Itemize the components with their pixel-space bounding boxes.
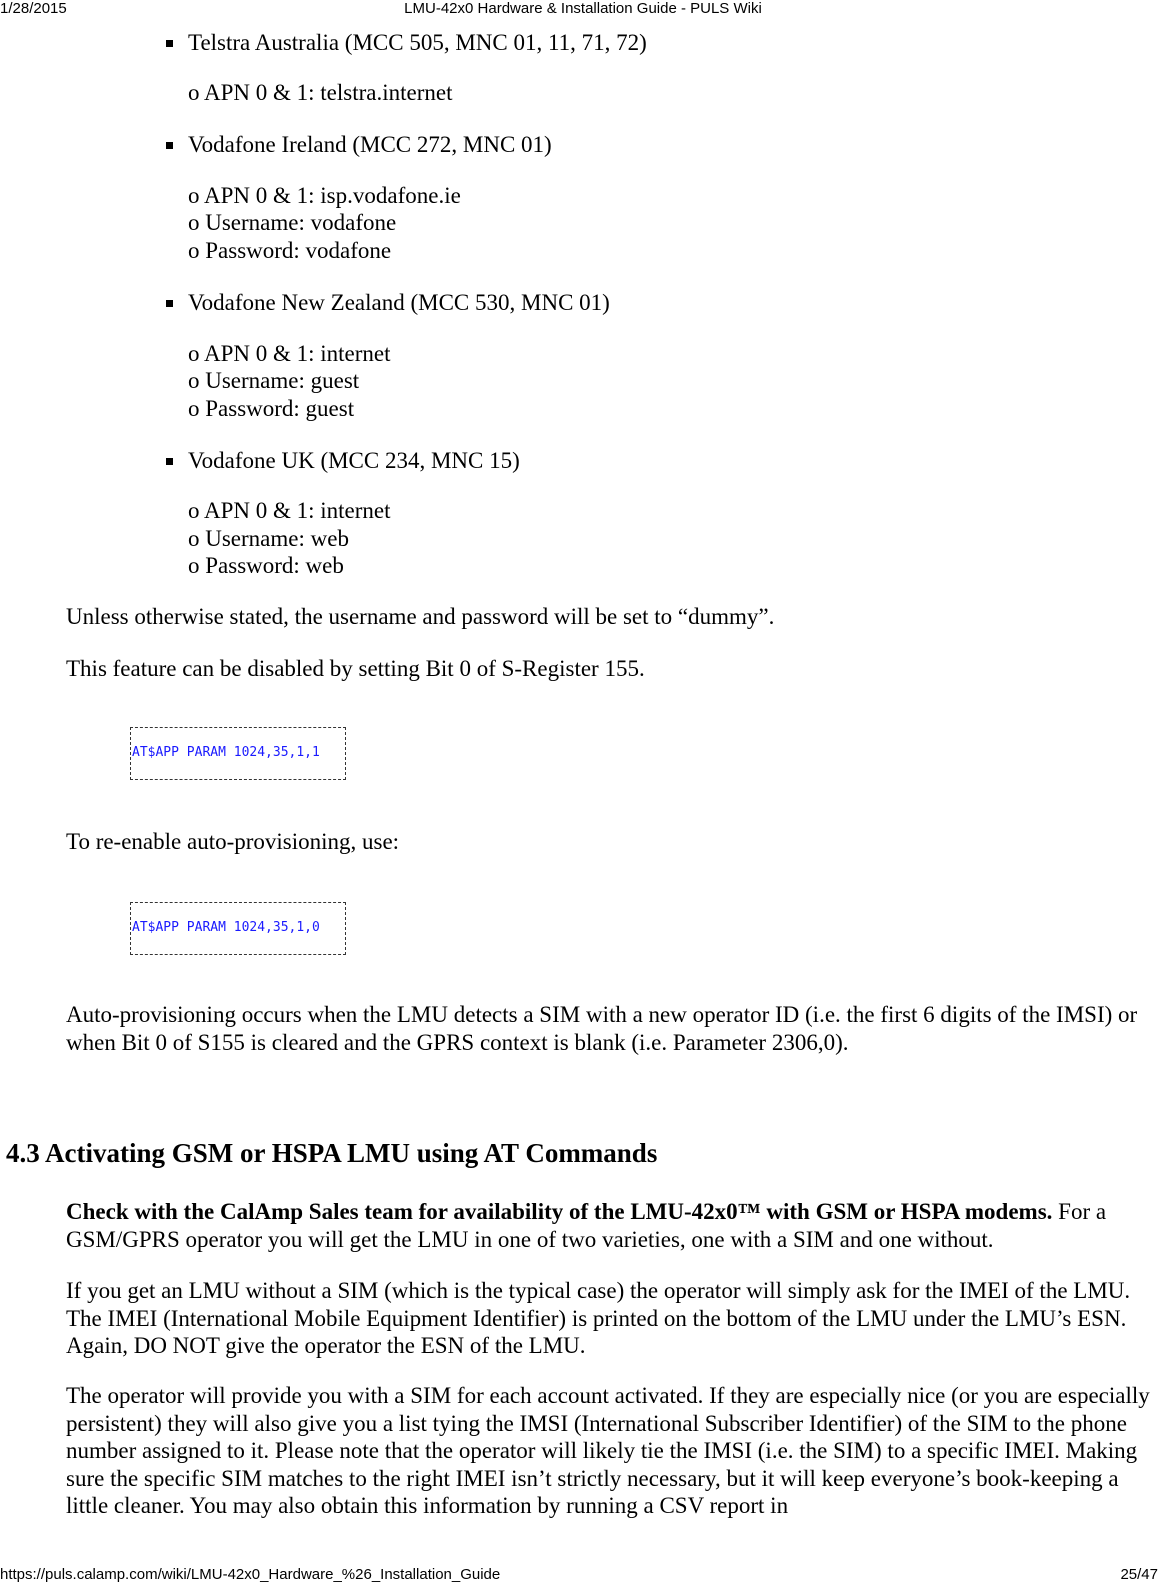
availability-note: Check with the CalAmp Sales team for availability of the LMU-42x0™ with GSM or HSPA modems. [66, 1199, 1053, 1224]
paragraph: This feature can be disabled by setting Bit 0 of S-Register 155. [66, 656, 645, 681]
section-intro [66, 1198, 1146, 1253]
operator-password: o Password: vodafone [188, 238, 392, 263]
page-url: https://puls.calamp.com/wiki/LMU-42x0_Hardware_%26_Installation_Guide [0, 1566, 501, 1583]
paragraph: To re-enable auto-provisioning, use: [66, 829, 400, 854]
print-date: 1/28/2015 [0, 0, 67, 17]
operator-name: Vodafone UK (MCC 234, MNC 15) [188, 448, 520, 473]
bullet-icon [166, 40, 173, 47]
paragraph: Auto-provisioning occurs when the LMU detects a SIM with a new operator ID (i.e. the first 6 digits of the IMSI) or when Bit 0 of S155 is cleared and the GPRS context is blank (i.e. Parameter 2306,0). [66, 1002, 1138, 1055]
operator-password: o Password: guest [188, 396, 355, 421]
operator-name: Telstra Australia (MCC 505, MNC 01, 11, 71, 72) [188, 30, 647, 55]
operator-apn: o APN 0 & 1: internet [188, 498, 391, 523]
section-heading: 4.3 Activating GSM or HSPA LMU using AT Commands [6, 1138, 658, 1168]
page-title: LMU-42x0 Hardware & Installation Guide - PULS Wiki [404, 0, 762, 17]
operator-apn: o APN 0 & 1: telstra.internet [188, 80, 453, 105]
paragraph: The operator will provide you with a SIM for each account activated. If they are especially nice (or you are especially persistent) they will also give you a list tying the IMSI (International Subscriber Identifier) of the SIM to the phone number assigned to it. Please note that the operator will likely tie the IMSI (i.e. the SIM) to a specific IMEI. Making sure the specific SIM matches to the right IMEI isn’t strictly necessary, but it will keep everyone’s book-keeping a little cleaner. You may also obtain this information by running a CSV report in [66, 1383, 1150, 1518]
operator-username: o Username: web [188, 526, 349, 551]
operator-password: o Password: web [188, 553, 344, 578]
operator-name: Vodafone New Zealand (MCC 530, MNC 01) [188, 290, 610, 315]
operator-apn: o APN 0 & 1: isp.vodafone.ie [188, 183, 461, 208]
code-block-enable: AT$APP PARAM 1024,35,1,0 [130, 902, 346, 955]
paragraph: Unless otherwise stated, the username and password will be set to “dummy”. [66, 604, 775, 629]
page-number: 25/47 [1120, 1566, 1158, 1583]
operator-username: o Username: vodafone [188, 210, 397, 235]
operator-username: o Username: guest [188, 368, 360, 393]
paragraph: If you get an LMU without a SIM (which is the typical case) the operator will simply ask for the IMEI of the LMU. The IMEI (International Mobile Equipment Identifier) is printed on the bottom of the LMU under the LMU’s ESN. Again, DO NOT give the operator the ESN of the LMU. [66, 1278, 1131, 1358]
code-block-disable: AT$APP PARAM 1024,35,1,1 [130, 727, 346, 780]
operator-apn: o APN 0 & 1: internet [188, 341, 391, 366]
bullet-icon [166, 458, 173, 465]
operator-name: Vodafone Ireland (MCC 272, MNC 01) [188, 132, 552, 157]
paragraph: For a GSM/GPRS operator you will get the LMU in one of two varieties, one with a SIM and one without. [66, 1199, 1107, 1252]
bullet-icon [166, 300, 173, 307]
bullet-icon [166, 142, 173, 149]
